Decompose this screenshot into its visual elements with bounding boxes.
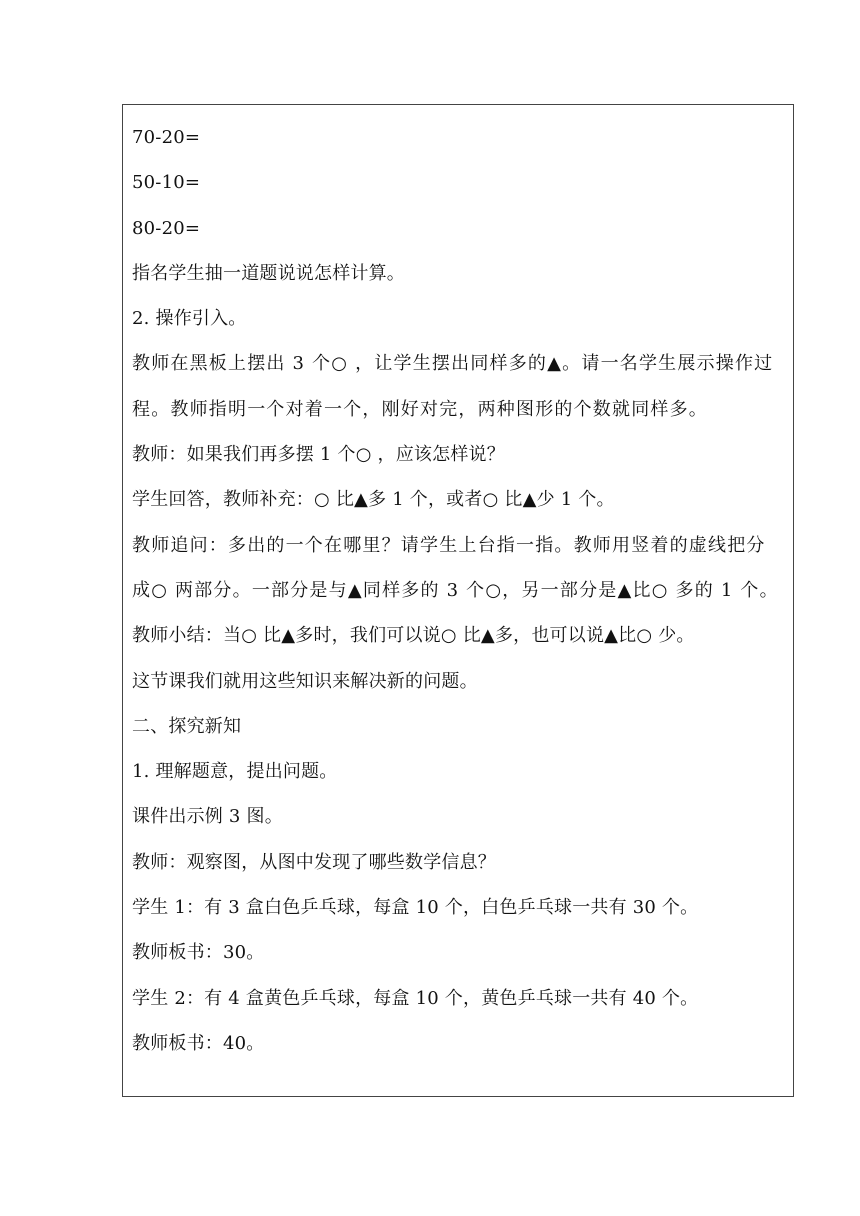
lesson-content bbox=[132, 115, 784, 1066]
section-heading: 二、探究新知 bbox=[132, 715, 242, 737]
lesson-table-cell bbox=[122, 104, 794, 1097]
text-line: 这节课我们就用这些知识来解决新的问题。 bbox=[132, 670, 478, 692]
text-line: 教师板书：40。 bbox=[132, 1032, 265, 1054]
paragraph: 教师追问：多出的一个在哪里？请学生上台指一指。教师用竖着的虚线把分成○ 两部分。一部分是与▲同样多的 3 个○，另一部分是▲比○ 多的 1 个。 bbox=[132, 534, 779, 601]
text-line: 教师：观察图，从图中发现了哪些数学信息？ bbox=[132, 851, 496, 873]
text-line: 教师板书：30。 bbox=[132, 942, 265, 964]
equation-line: 50-10= bbox=[132, 172, 201, 194]
paragraph: 教师在黑板上摆出 3 个○ ，让学生摆出同样多的▲。请一名学生展示操作过程。教师指明一个对着一个，刚好对完，两种图形的个数就同样多。 bbox=[132, 353, 774, 420]
equation-line: 80-20= bbox=[132, 217, 201, 239]
text-line: 学生 1：有 3 盒白色乒乓球，每盒 10 个，白色乒乓球一共有 30 个。 bbox=[132, 897, 699, 919]
section-heading: 1. 理解题意，提出问题。 bbox=[132, 761, 338, 783]
text-line: 课件出示例 3 图。 bbox=[132, 806, 283, 828]
text-line: 教师小结：当○ 比▲多时，我们可以说○ 比▲多，也可以说▲比○ 少。 bbox=[132, 625, 695, 647]
text-line: 学生回答，教师补充：○ 比▲多 1 个，或者○ 比▲少 1 个。 bbox=[132, 489, 615, 511]
equation-line: 70-20= bbox=[132, 127, 201, 148]
text-line: 学生 2：有 4 盒黄色乒乓球，每盒 10 个，黄色乒乓球一共有 40 个。 bbox=[132, 987, 699, 1009]
text-line: 指名学生抽一道题说说怎样计算。 bbox=[132, 262, 405, 284]
section-heading: 2. 操作引入。 bbox=[132, 308, 247, 330]
text-line: 教师：如果我们再多摆 1 个○ ，应该怎样说？ bbox=[132, 444, 505, 466]
